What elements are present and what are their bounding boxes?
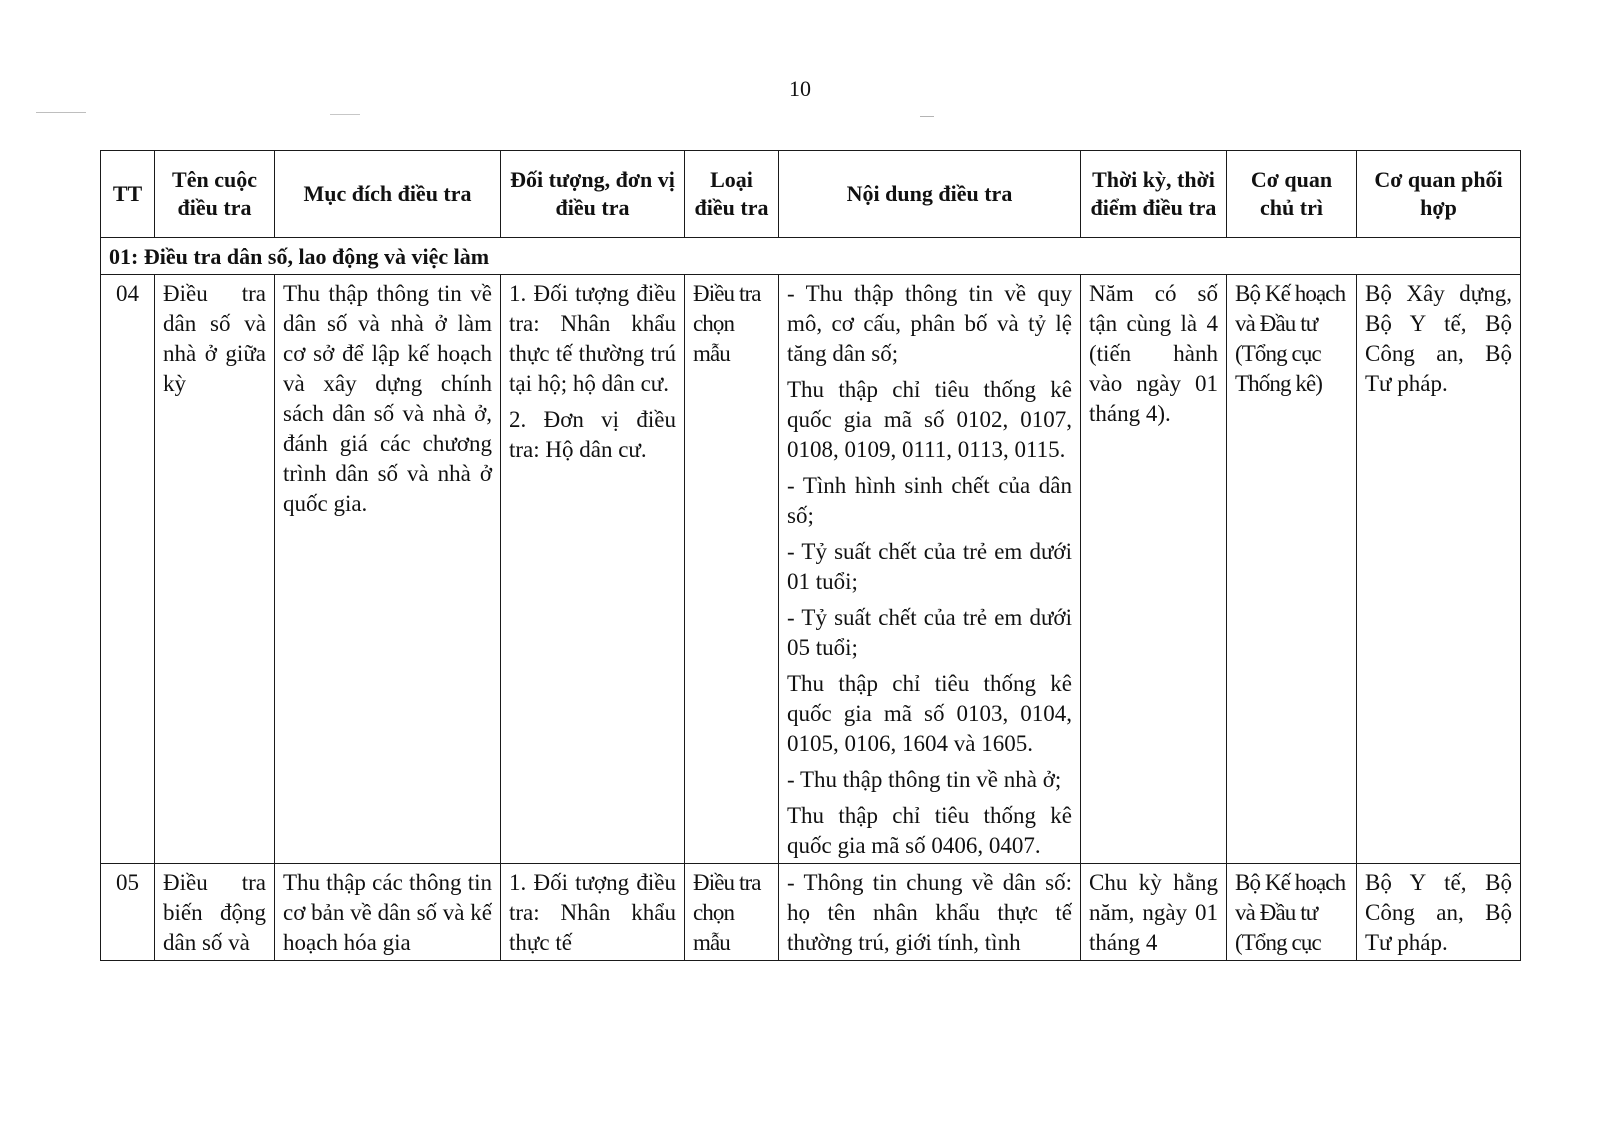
section-title: 01: Điều tra dân số, lao động và việc làm [101,238,1521,275]
header-survey-type: Loại điều tra [685,151,779,238]
survey-purpose [275,864,501,961]
content-line: Thu thập chỉ tiêu thống kê quốc gia mã số 0103, 0104, 0105, 0106, 1604 và 1605. [787,671,1072,756]
lead-agency [1227,864,1357,961]
content-line: - Tỷ suất chết của trẻ em dưới 05 tuổi; [787,605,1072,660]
survey-type-text: Điều tra chọn mẫu [693,870,761,955]
content-line: - Tình hình sinh chết của dân số; [787,473,1072,528]
lead-agency-text: Bộ Kế hoạch và Đầu tư (Tổng cục [1235,870,1346,955]
subject-line: 1. Đối tượng điều tra: Nhân khẩu thực tế thường trú tại hộ; hộ dân cư. [509,281,676,396]
survey-table [100,150,1521,961]
header-tt: TT [101,151,155,238]
page-number: 10 [789,76,811,101]
survey-period [1081,864,1227,961]
content-line: Thu thập chỉ tiêu thống kê quốc gia mã số 0102, 0107, 0108, 0109, 0111, 0113, 0115. [787,377,1072,462]
table-row [101,275,1521,864]
header-subjects: Đối tượng, đơn vị điều tra [501,151,685,238]
content-line: Thu thập chỉ tiêu thống kê quốc gia mã số 0406, 0407. [787,803,1072,858]
subject-line: 2. Đơn vị điều tra: Hộ dân cư. [509,407,676,462]
subject-line: 1. Đối tượng điều tra: Nhân khẩu thực tế [509,870,676,955]
partner-agencies: Bộ Xây dựng, Bộ Y tế, Bộ Công an, Bộ Tư pháp. [1357,275,1521,864]
row-number: 04 [101,275,155,864]
table-row [101,864,1521,961]
lead-agency: Bộ Kế hoạch và Đầu tư (Tổng cục Thống kê) [1227,275,1357,864]
header-survey-name: Tên cuộc điều tra [155,151,275,238]
content-line: - Thông tin chung về dân số: họ tên nhân khẩu thực tế thường trú, giới tính, tình [787,870,1072,955]
survey-subjects [501,864,685,961]
survey-type: Điều tra chọn mẫu [685,275,779,864]
survey-type [685,864,779,961]
row-number [101,864,155,961]
partner-agencies [1357,864,1521,961]
survey-name-text: Điều tra biến động dân số và [163,870,266,955]
content-line: - Thu thập thông tin về nhà ở; [787,767,1062,792]
survey-content [779,864,1081,961]
scan-mark [920,116,934,117]
content-line: - Thu thập thông tin về quy mô, cơ cấu, phân bố và tỷ lệ tăng dân số; [787,281,1072,366]
scan-mark [36,112,86,113]
content-line: - Tỷ suất chết của trẻ em dưới 01 tuổi; [787,539,1072,594]
header-purpose: Mục đích điều tra [275,151,501,238]
survey-content [779,275,1081,864]
row-number-text: 05 [116,870,139,895]
section-row [101,238,1521,275]
header-row [101,151,1521,238]
survey-period-text: Chu kỳ hằng năm, ngày 01 tháng 4 [1089,870,1218,955]
survey-period: Năm có số tận cùng là 4 (tiến hành vào ngày 01 tháng 4). [1081,275,1227,864]
survey-subjects [501,275,685,864]
header-partner-agencies: Cơ quan phối hợp [1357,151,1521,238]
survey-name [155,864,275,961]
header-lead-agency: Cơ quan chủ trì [1227,151,1357,238]
survey-purpose: Thu thập thông tin về dân số và nhà ở làm cơ sở để lập kế hoạch và xây dựng chính sách dân số và nhà ở, đánh giá các chương trình dân số và nhà ở quốc gia. [275,275,501,864]
header-period: Thời kỳ, thời điểm điều tra [1081,151,1227,238]
header-content: Nội dung điều tra [779,151,1081,238]
survey-purpose-text: Thu thập các thông tin cơ bản về dân số và kế hoạch hóa gia [283,870,492,955]
survey-name: Điều tra dân số và nhà ở giữa kỳ [155,275,275,864]
scan-mark [330,114,360,115]
partner-agencies-text: Bộ Y tế, Bộ Công an, Bộ Tư pháp. [1365,870,1512,955]
